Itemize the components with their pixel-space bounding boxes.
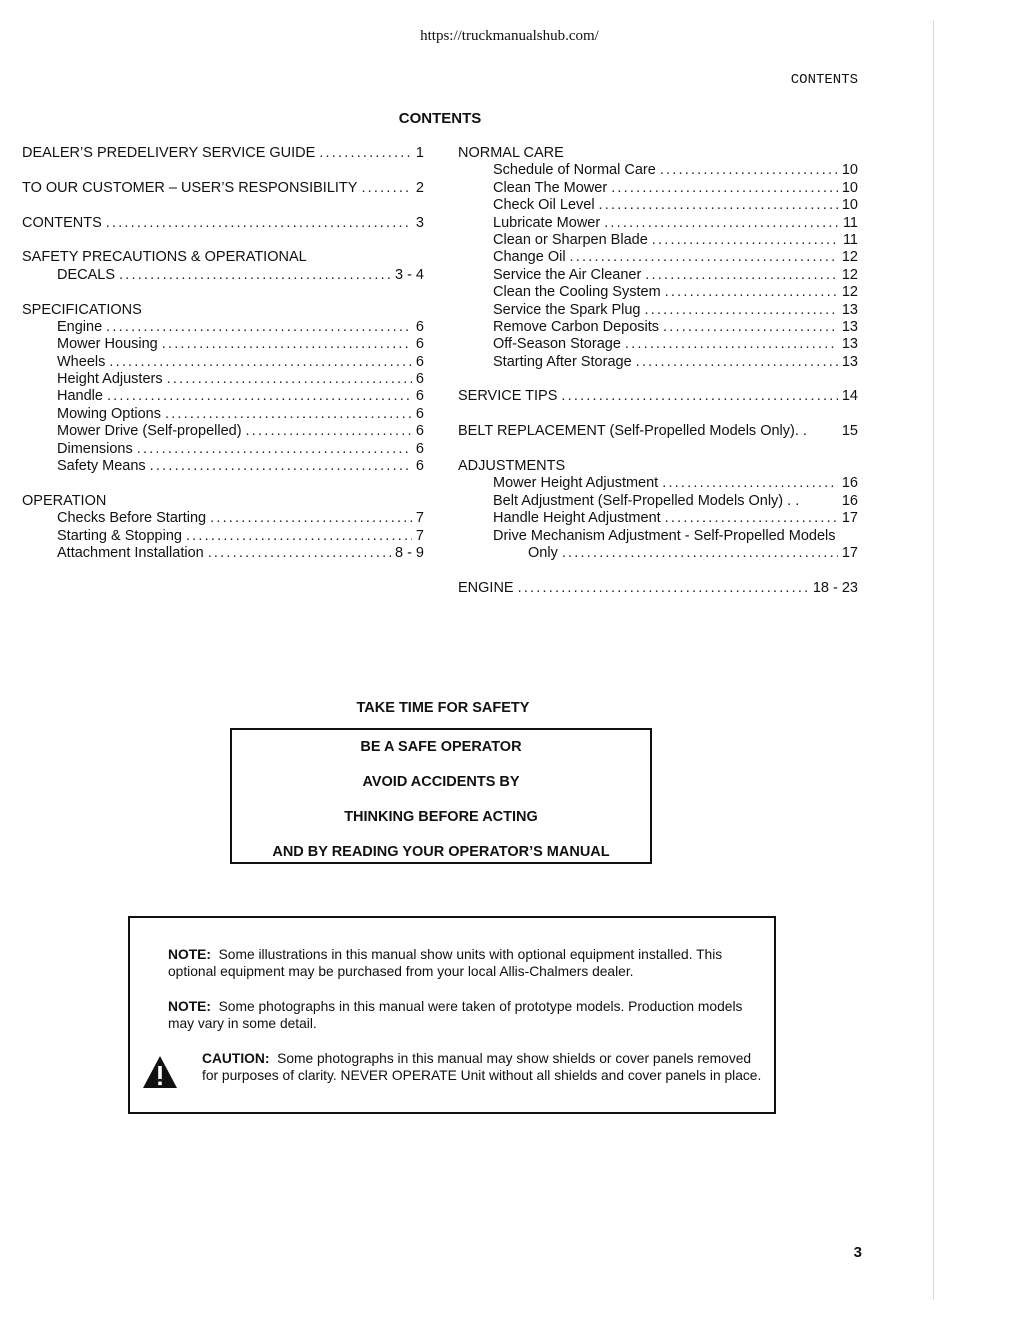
toc-entry-page: 10: [841, 197, 858, 214]
toc-entry-page: 13: [841, 318, 858, 335]
toc-entry-page: 16: [841, 492, 858, 509]
caution-text: Some photographs in this manual may show shields or cover panels removed for purposes of clarity. NEVER OPERATE Unit without all shields and cover panels in place.: [202, 1051, 762, 1084]
toc-entry: [458, 493, 858, 510]
toc-leader-dots: [570, 249, 838, 266]
toc-entry-title: Wheels: [57, 353, 106, 370]
toc-leader-dots: [106, 319, 412, 336]
toc-entry-title: Safety Means: [57, 458, 146, 475]
toc-leader-dots: [645, 267, 838, 284]
toc-leader-dots: [561, 388, 837, 405]
toc-entry: [458, 162, 858, 179]
toc-entry-page: 16: [841, 475, 858, 492]
toc-entry: [22, 249, 424, 266]
toc-entry-title: Mowing Options: [57, 405, 161, 422]
toc-entry-title: SERVICE TIPS: [458, 388, 558, 405]
note-prototype: [168, 998, 766, 1033]
toc-entry-title: SAFETY PRECAUTIONS & OPERATIONAL: [22, 249, 307, 266]
toc-entry: [22, 545, 424, 562]
toc-leader-dots: [665, 284, 838, 301]
note-optional-equipment: [168, 946, 768, 981]
toc-leader-dots: [611, 180, 838, 197]
toc-entry-title: BELT REPLACEMENT (Self-Propelled Models Only). .: [458, 423, 807, 440]
page-number: 3: [853, 1244, 862, 1261]
toc-leader-dots: [165, 406, 412, 423]
toc-entry-page: 17: [841, 510, 858, 527]
toc-leader-dots: [660, 162, 838, 179]
toc-leader-dots: [604, 215, 839, 232]
toc-entry: [22, 354, 424, 371]
toc-entry-title: Clean the Cooling System: [493, 284, 661, 301]
toc-entry-title: NORMAL CARE: [458, 145, 564, 161]
warning-triangle-icon: [142, 1054, 178, 1090]
toc-entry: [22, 215, 424, 232]
toc-entry-title: DEALER’S PREDELIVERY SERVICE GUIDE: [22, 145, 316, 161]
notes-box: [128, 916, 776, 1114]
toc-entry: [458, 302, 858, 319]
toc-entry-page: 13: [841, 353, 858, 370]
toc-entry-title: Remove Carbon Deposits: [493, 318, 660, 335]
toc-leader-dots: [119, 267, 391, 284]
toc-entry-page: 3 - 4: [394, 266, 424, 283]
toc-entry-title: Handle Height Adjustment: [493, 510, 661, 527]
toc-entry: [22, 423, 424, 440]
toc-entry: [458, 475, 858, 492]
toc-right-column: [458, 145, 858, 597]
toc-entry-page: 12: [841, 284, 858, 301]
toc-leader-dots: [186, 528, 412, 545]
toc-entry: [458, 215, 858, 232]
toc-entry: [22, 441, 424, 458]
toc-entry: [458, 336, 858, 353]
safety-box: [230, 728, 652, 864]
toc-entry-title: Mower Housing: [57, 336, 158, 353]
toc-entry: [22, 371, 424, 388]
note-text: Some illustrations in this manual show units with optional equipment installed. This optional equipment may be purchased from your local Allis-Chalmers dealer.: [168, 947, 723, 980]
toc-entry-page: 6: [415, 405, 424, 422]
toc-entry-title: Mower Height Adjustment: [493, 475, 659, 492]
toc-leader-dots: [150, 458, 412, 475]
toc-entry: [458, 458, 858, 475]
toc-entry-page: 13: [841, 301, 858, 318]
toc-leader-dots: [665, 510, 838, 527]
toc-leader-dots: [167, 371, 412, 388]
toc-entry: [22, 528, 424, 545]
toc-entry: [458, 232, 858, 249]
toc-entry-title: Engine: [57, 318, 103, 335]
toc-left-column: [22, 145, 424, 562]
toc-entry-title: Off-Season Storage: [493, 336, 621, 353]
toc-entry: [22, 406, 424, 423]
toc-leader-dots: [662, 475, 838, 492]
toc-leader-dots: [636, 354, 838, 371]
toc-entry-title: Change Oil: [493, 249, 566, 266]
toc-entry: [22, 336, 424, 353]
toc-entry-page: 11: [842, 214, 858, 231]
toc-entry-title: Checks Before Starting: [57, 510, 207, 527]
toc-entry: [458, 580, 858, 597]
toc-entry-page: 14: [841, 388, 858, 405]
toc-leader-dots: [625, 336, 838, 353]
scan-edge-line: [933, 20, 934, 1300]
source-url: https://truckmanualshub.com/: [420, 28, 599, 44]
caution-shields: [202, 1050, 766, 1085]
toc-leader-dots: [652, 232, 839, 249]
toc-entry: [458, 249, 858, 266]
toc-entry-page: 6: [415, 318, 424, 335]
toc-entry: [458, 528, 858, 545]
toc-entry-page: 7: [415, 510, 424, 527]
toc-entry-title: Belt Adjustment (Self-Propelled Models Only) . .: [493, 492, 800, 509]
toc-entry-page: 10: [841, 162, 858, 179]
toc-entry-page: 8 - 9: [394, 544, 424, 561]
toc-leader-dots: [162, 336, 412, 353]
toc-entry-title: Service the Air Cleaner: [493, 266, 642, 283]
safety-line: AVOID ACCIDENTS BY: [362, 774, 520, 790]
toc-entry-page: 6: [415, 423, 424, 440]
toc-leader-dots: [599, 197, 838, 214]
toc-entry-title: Handle: [57, 388, 103, 405]
toc-entry-page: 12: [841, 266, 858, 283]
safety-line: THINKING BEFORE ACTING: [344, 809, 538, 825]
toc-leader-dots: [645, 302, 838, 319]
toc-entry-title: Attachment Installation: [57, 544, 204, 561]
toc-leader-dots: [210, 510, 412, 527]
toc-entry-page: 6: [415, 388, 424, 405]
toc-entry-title: ADJUSTMENTS: [458, 458, 566, 475]
toc-entry-page: 6: [415, 336, 424, 353]
toc-entry-title: Height Adjusters: [57, 371, 163, 388]
toc-entry: [22, 267, 424, 284]
toc-leader-dots: [361, 180, 411, 197]
toc-leader-dots: [663, 319, 838, 336]
toc-entry: [22, 510, 424, 527]
toc-leader-dots: [518, 580, 809, 597]
toc-entry-page: 6: [415, 440, 424, 457]
toc-entry-page: 3: [415, 214, 424, 231]
toc-entry: [458, 423, 858, 440]
toc-entry-title: SPECIFICATIONS: [22, 301, 142, 318]
page-title: CONTENTS: [398, 110, 482, 127]
toc-leader-dots: [208, 545, 391, 562]
toc-entry-title: Starting & Stopping: [57, 527, 182, 544]
safety-line: BE A SAFE OPERATOR: [360, 739, 522, 755]
toc-entry-title: Mower Drive (Self-propelled): [57, 423, 242, 440]
toc-entry-page: 10: [841, 179, 858, 196]
toc-entry-title: Dimensions: [57, 440, 133, 457]
toc-entry-title: TO OUR CUSTOMER – USER’S RESPONSIBILITY: [22, 179, 358, 196]
toc-entry-page: 6: [415, 458, 424, 475]
toc-entry-page: 6: [415, 353, 424, 370]
toc-entry: [458, 388, 858, 405]
toc-entry-page: 11: [842, 231, 858, 248]
toc-entry: [22, 302, 424, 319]
toc-entry-page: 1: [415, 145, 424, 161]
toc-entry-page: 2: [415, 179, 424, 196]
toc-entry-title: Service the Spark Plug: [493, 301, 641, 318]
safety-line: AND BY READING YOUR OPERATOR’S MANUAL: [272, 844, 610, 860]
toc-entry-title: Drive Mechanism Adjustment - Self-Propelled Models: [493, 527, 836, 544]
toc-entry: [22, 458, 424, 475]
toc-entry-title: Only: [528, 544, 558, 561]
toc-leader-dots: [106, 215, 412, 232]
toc-entry-page: 17: [841, 544, 858, 561]
toc-entry-page: 13: [841, 336, 858, 353]
safety-title: TAKE TIME FOR SAFETY: [356, 700, 530, 716]
toc-leader-dots: [137, 441, 412, 458]
toc-entry-page: 12: [841, 249, 858, 266]
toc-entry: [458, 354, 858, 371]
toc-entry-title: Clean or Sharpen Blade: [493, 231, 648, 248]
toc-entry-title: ENGINE: [458, 579, 514, 596]
toc-entry: [458, 545, 858, 562]
toc-entry: [458, 319, 858, 336]
toc-entry: [22, 493, 424, 510]
toc-entry: [22, 145, 424, 162]
toc-entry: [458, 510, 858, 527]
toc-entry-title: DECALS: [57, 266, 116, 283]
toc-entry-page: 7: [415, 527, 424, 544]
toc-entry: [22, 319, 424, 336]
toc-entry-page: 6: [415, 371, 424, 388]
note-label: NOTE:: [168, 999, 211, 1014]
toc-entry: [458, 197, 858, 214]
caution-label: CAUTION:: [202, 1051, 270, 1066]
toc-entry-title: Check Oil Level: [493, 197, 595, 214]
toc-leader-dots: [562, 545, 838, 562]
toc-entry: [458, 180, 858, 197]
toc-entry: [458, 145, 858, 162]
toc-leader-dots: [109, 354, 412, 371]
toc-entry-title: Clean The Mower: [493, 179, 608, 196]
toc-entry-title: Lubricate Mower: [493, 214, 601, 231]
toc-leader-dots: [246, 423, 412, 440]
running-head: CONTENTS: [790, 72, 858, 88]
note-label: NOTE:: [168, 947, 211, 962]
toc-entry-title: Starting After Storage: [493, 353, 632, 370]
toc-entry: [458, 267, 858, 284]
toc-entry: [458, 284, 858, 301]
toc-leader-dots: [107, 388, 412, 405]
toc-entry-title: OPERATION: [22, 492, 107, 509]
toc-entry: [22, 180, 424, 197]
toc-entry-page: 18 - 23: [812, 579, 858, 596]
toc-entry-title: CONTENTS: [22, 214, 102, 231]
note-text: Some photographs in this manual were taken of prototype models. Production models may vary in some detail.: [168, 999, 743, 1032]
toc-leader-dots: [319, 145, 412, 162]
toc-entry-title: Schedule of Normal Care: [493, 162, 656, 179]
toc-entry: [22, 388, 424, 405]
toc-entry-page: 15: [841, 423, 858, 440]
